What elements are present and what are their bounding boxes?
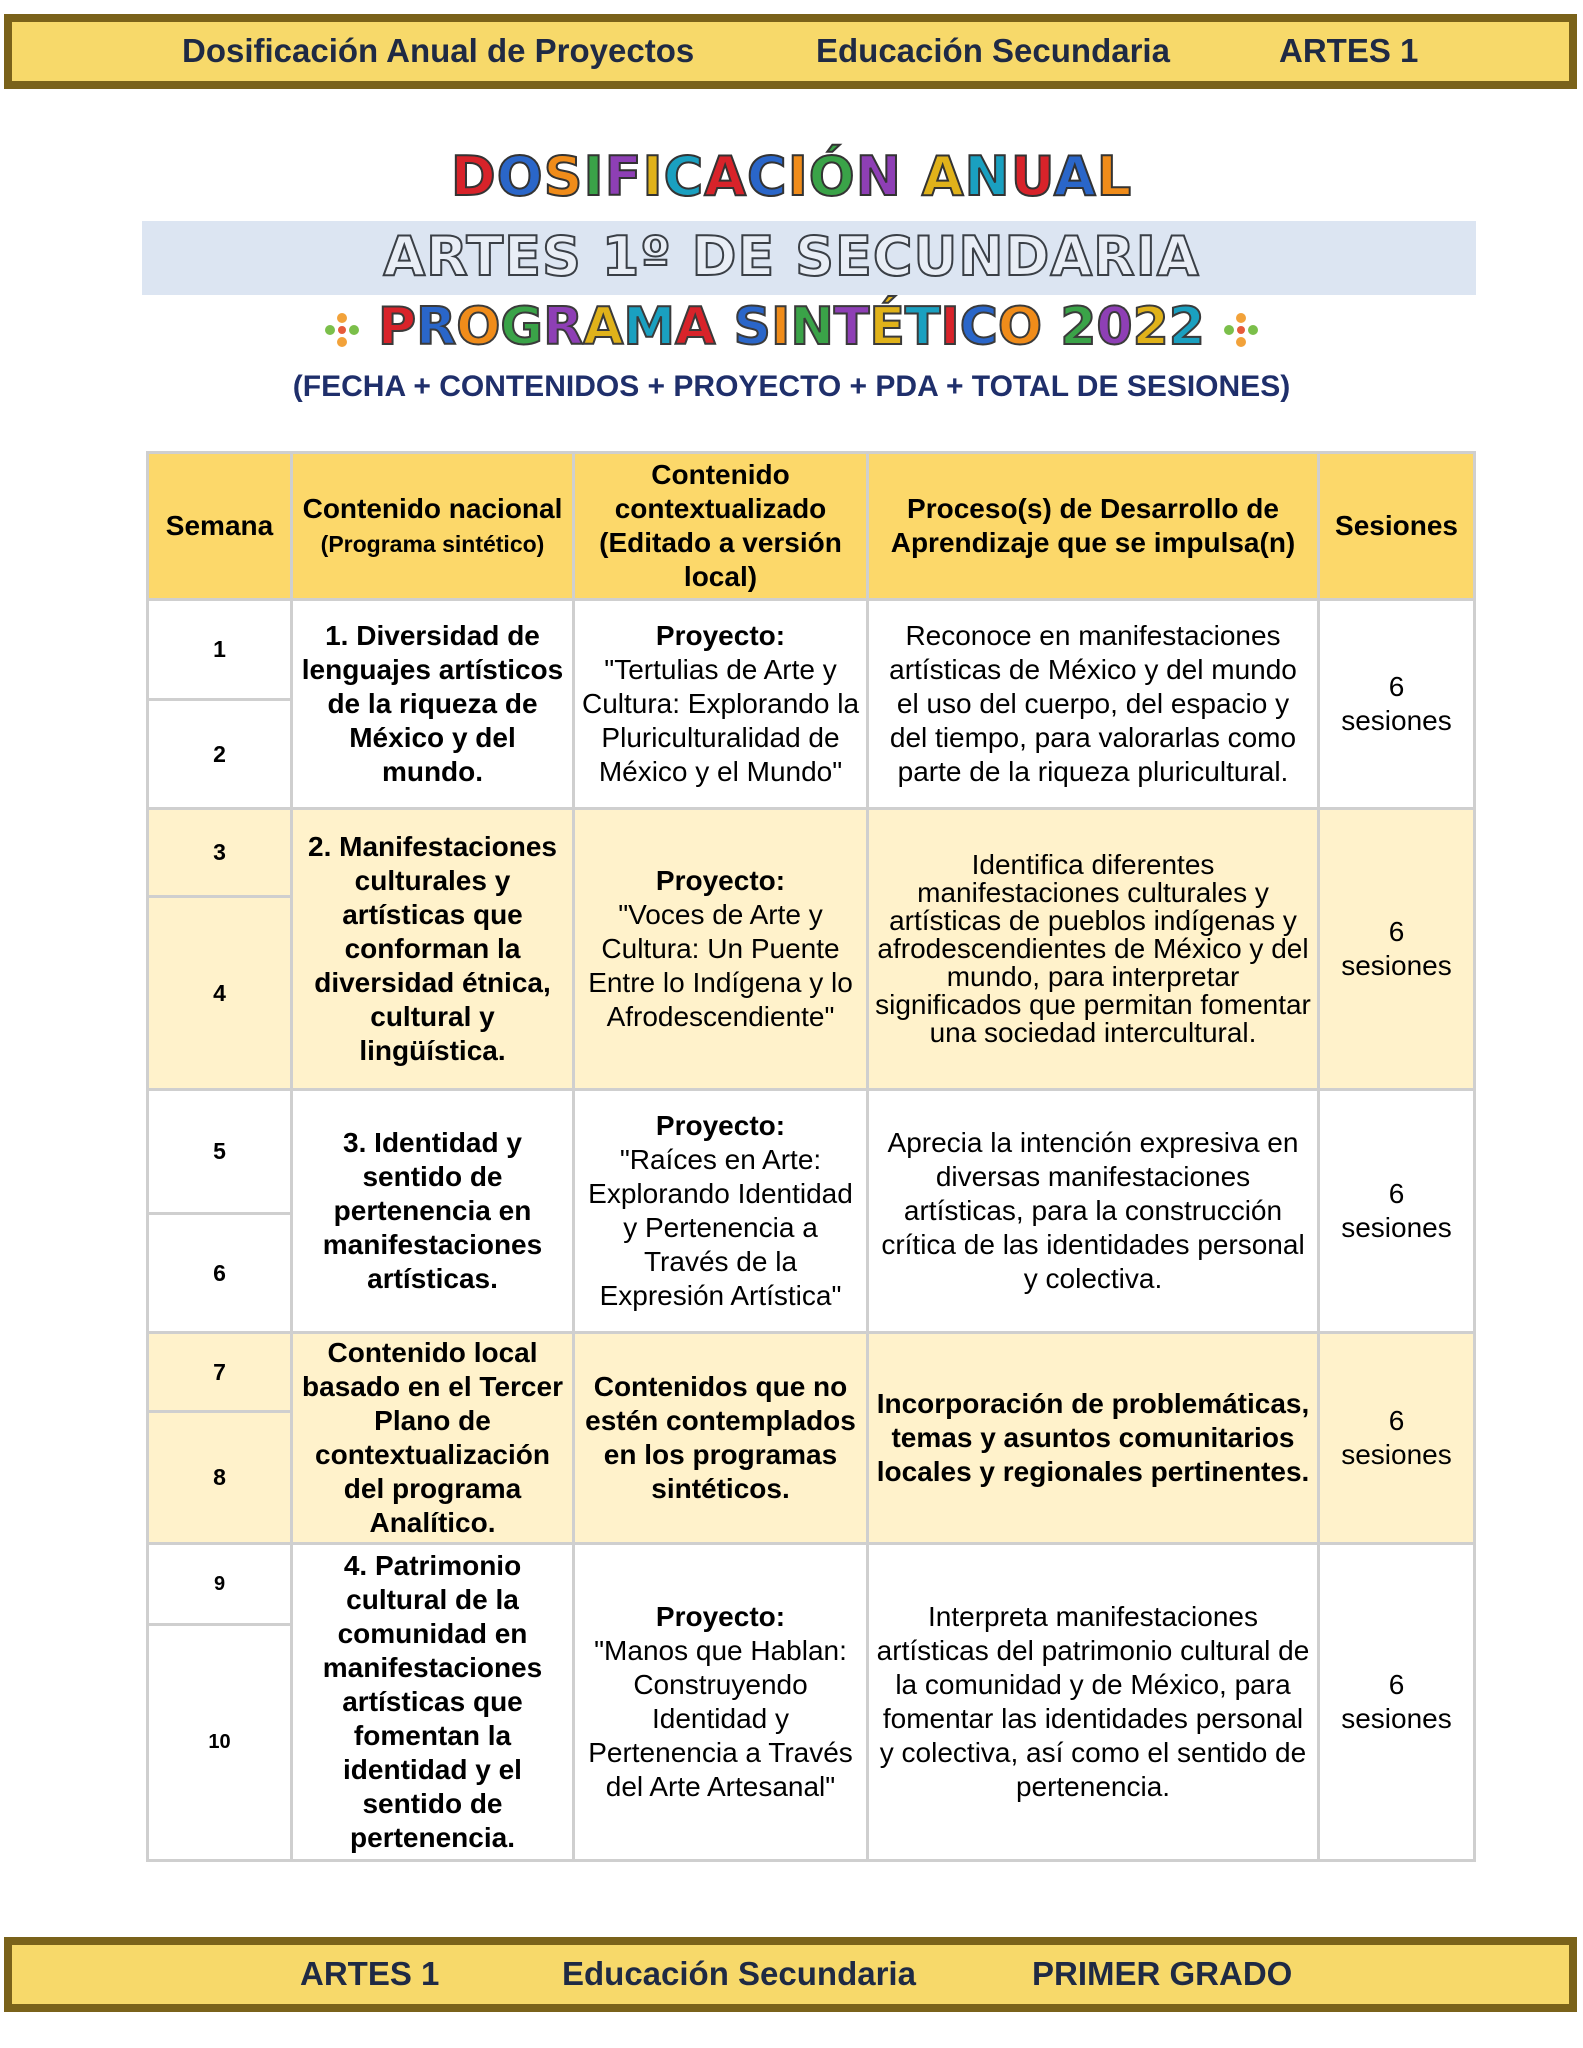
pda-cell: Reconoce en manifestaciones artísticas de México y del mundo el uso del cuerpo, del espacio y del tiempo, para valorarlas como parte de la riqueza pluricultural.	[869, 601, 1317, 807]
proyecto-title: "Raíces en Arte: Explorando Identidad y Pertenencia a Través de la Expresión Artística"	[588, 1144, 853, 1311]
contenido-nacional-cell: 1. Diversidad de lenguajes artísticos de la riqueza de México y del mundo.	[293, 601, 572, 807]
table-row	[149, 601, 1473, 698]
week-cell: 4	[149, 898, 290, 1088]
sesiones-cell	[1320, 1091, 1473, 1331]
week-cell: 2	[149, 701, 290, 807]
week-cell: 3	[149, 810, 290, 895]
sesiones-number: 6	[1388, 1669, 1405, 1700]
table-row	[149, 810, 1473, 895]
pda-cell: Aprecia la intención expresiva en diversas manifestaciones artísticas, para la construcción crítica de las identidades personal y colectiva.	[869, 1091, 1317, 1331]
header-pda: Proceso(s) de Desarrollo de Aprendizaje que se impulsa(n)	[869, 454, 1317, 598]
header-center: Educación Secundaria	[816, 32, 1170, 69]
subtitle: (FECHA + CONTENIDOS + PROYECTO + PDA + TOTAL DE SESIONES)	[292, 370, 1291, 403]
flower-ornament-icon	[322, 310, 362, 350]
sesiones-number: 6	[1388, 1178, 1405, 1209]
title-artes: ARTES 1º DE SECUNDARIA	[383, 225, 1200, 288]
contenido-nacional-cell: Contenido local basado en el Tercer Plano de contextualización del programa Analítico.	[293, 1334, 572, 1542]
sesiones-cell	[1320, 1334, 1473, 1542]
pda-cell: Identifica diferentes manifestaciones culturales y artísticas de pueblos indígenas y afrodescendientes de México y del mundo, para interpretar significados que permitan fomentar una sociedad intercultural.	[869, 810, 1317, 1088]
table-row	[149, 1545, 1473, 1623]
week-cell: 7	[149, 1334, 290, 1410]
week-cell: 9	[149, 1545, 290, 1623]
week-cell: 10	[149, 1626, 290, 1859]
sesiones-cell	[1320, 1545, 1473, 1859]
pda-cell: Incorporación de problemáticas, temas y asuntos comunitarios locales y regionales pertinentes.	[869, 1334, 1317, 1542]
sesiones-label: sesiones	[1341, 705, 1452, 736]
footer-right: PRIMER GRADO	[1032, 1955, 1293, 1992]
sesiones-label: sesiones	[1341, 1703, 1452, 1734]
header-sesiones: Sesiones	[1320, 454, 1473, 598]
header-band	[4, 14, 1577, 89]
proyecto-title: "Voces de Arte y Cultura: Un Puente Entre lo Indígena y lo Afrodescendiente"	[588, 899, 853, 1032]
table-row	[149, 1091, 1473, 1212]
header-contenido-contextualizado: Contenido contextualizado (Editado a versión local)	[575, 454, 866, 598]
header-right: ARTES 1	[1279, 32, 1419, 69]
proyecto-title: "Tertulias de Arte y Cultura: Explorando la Pluriculturalidad de México y el Mundo"	[581, 654, 860, 787]
contenido-contextualizado-cell: Contenidos que no estén contemplados en los programas sintéticos.	[575, 1334, 866, 1542]
contenido-nacional-cell: 3. Identidad y sentido de pertenencia en manifestaciones artísticas.	[293, 1091, 572, 1331]
proyecto-label: Proyecto:	[655, 1601, 786, 1632]
header-contenido-nacional-label: Contenido nacional	[302, 493, 563, 524]
proyecto-label: Proyecto:	[655, 865, 786, 896]
header-semana: Semana	[149, 454, 290, 598]
contenido-nacional-cell: 4. Patrimonio cultural de la comunidad en manifestaciones artísticas que fomentan la identidad y el sentido de pertenencia.	[293, 1545, 572, 1859]
table-header-row	[149, 454, 1473, 598]
footer-left: ARTES 1	[300, 1955, 440, 1992]
title-dosificacion-anual: DOSIFICACIÓN ANUAL	[450, 145, 1133, 208]
contenido-contextualizado-cell	[575, 1091, 866, 1331]
contenido-contextualizado-cell	[575, 810, 866, 1088]
dosificacion-table	[146, 451, 1476, 1862]
sesiones-label: sesiones	[1341, 1212, 1452, 1243]
proyecto-label: Proyecto:	[655, 1110, 786, 1141]
contenido-nacional-cell: 2. Manifestaciones culturales y artísticas que conforman la diversidad étnica, cultural y lingüística.	[293, 810, 572, 1088]
sesiones-cell	[1320, 810, 1473, 1088]
proyecto-label: Proyecto:	[655, 620, 786, 651]
flower-ornament-icon	[1221, 310, 1261, 350]
week-cell: 6	[149, 1215, 290, 1331]
contenido-contextualizado-cell	[575, 601, 866, 807]
title-programa: PROGRAMA SINTÉTICO 2022	[0, 297, 1583, 357]
sesiones-label: sesiones	[1341, 1439, 1452, 1470]
pda-cell: Interpreta manifestaciones artísticas del patrimonio cultural de la comunidad y de México, para fomentar las identidades personal y colectiva, así como el sentido de pertenencia.	[869, 1545, 1317, 1859]
sesiones-cell	[1320, 601, 1473, 807]
footer-center: Educación Secundaria	[562, 1955, 916, 1992]
header-left: Dosificación Anual de Proyectos	[182, 32, 695, 69]
footer-band	[4, 1937, 1577, 2012]
header-contenido-nacional-note: (Programa sintético)	[320, 531, 545, 557]
sesiones-label: sesiones	[1341, 950, 1452, 981]
week-cell: 5	[149, 1091, 290, 1212]
sesiones-number: 6	[1388, 671, 1405, 702]
week-cell: 1	[149, 601, 290, 698]
sesiones-number: 6	[1388, 1405, 1405, 1436]
week-cell: 8	[149, 1413, 290, 1542]
header-contenido-nacional	[293, 454, 572, 598]
sesiones-number: 6	[1388, 916, 1405, 947]
table-row	[149, 1334, 1473, 1410]
proyecto-title: "Manos que Hablan: Construyendo Identidad y Pertenencia a Través del Arte Artesanal"	[588, 1635, 853, 1802]
contenido-contextualizado-cell	[575, 1545, 866, 1859]
